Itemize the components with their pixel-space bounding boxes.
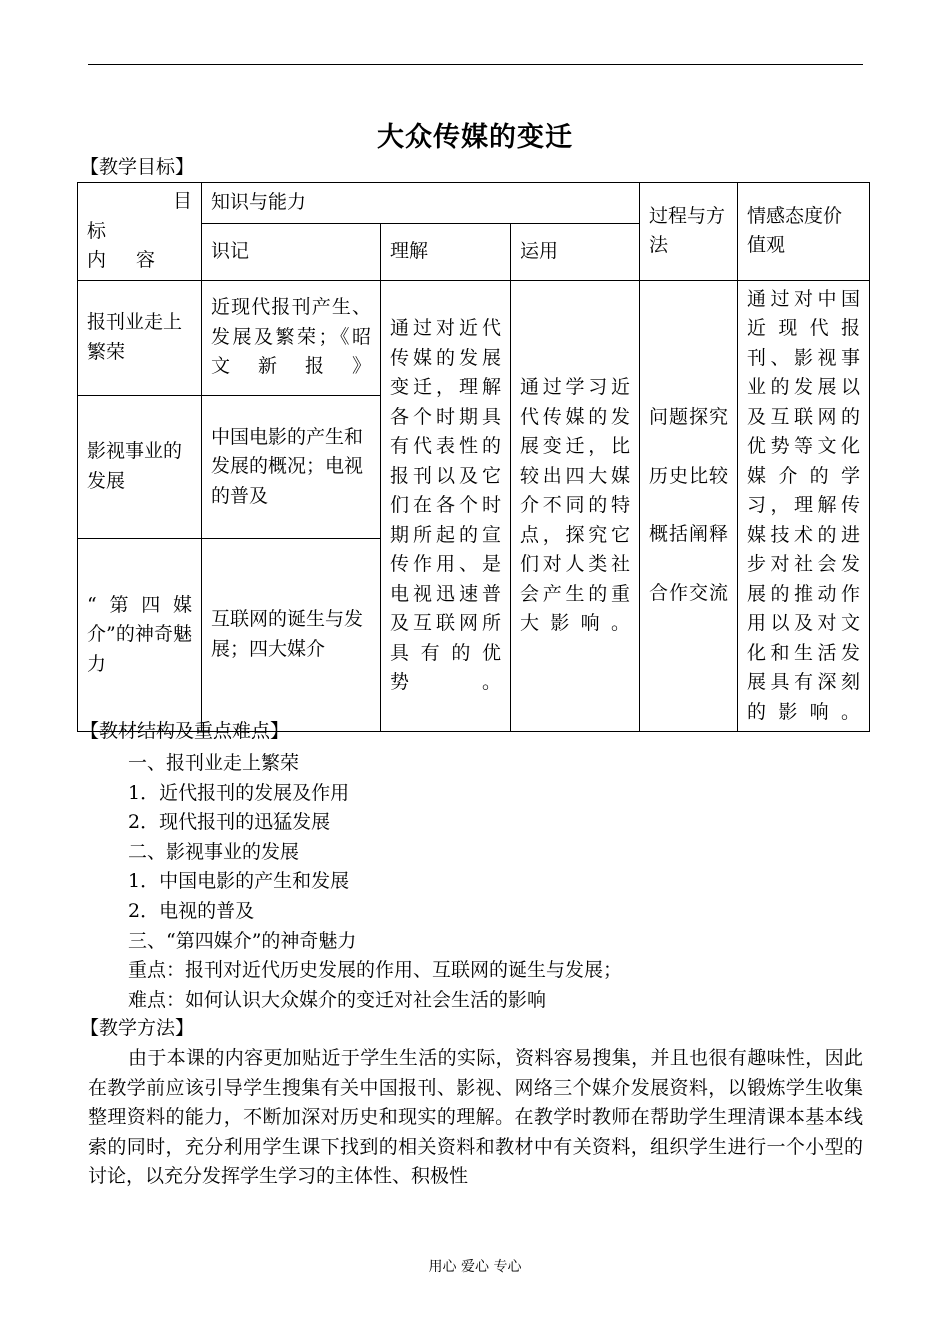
- header-apply: 运用: [511, 224, 640, 280]
- method-item: 合作交流: [649, 581, 729, 604]
- row-recall-newspaper: 近现代报刊产生、发展及繁荣；《昭文新报》: [202, 280, 381, 395]
- header-knowledge-ability: 知识与能力: [202, 183, 640, 224]
- row-recall-fourth-media: 互联网的诞生与发展；四大媒介: [202, 538, 381, 731]
- outline-item: 2．电视的普及: [128, 899, 255, 922]
- outline-list: [128, 748, 622, 1014]
- header-recall: 识记: [202, 224, 381, 280]
- row-topic-newspaper: 报刊业走上繁荣: [78, 280, 202, 395]
- apply-cell: 通过学习近代传媒的发展变迁，比较出四大媒介不同的特点，探究它们对人类社会产生的重大影响。: [511, 280, 640, 732]
- method-item: 概括阐释: [649, 523, 729, 546]
- corner-label-mark: 标: [87, 219, 107, 242]
- method-item: 历史比较: [649, 464, 729, 487]
- methods-cell: [640, 280, 738, 732]
- row-recall-film-tv: 中国电影的产生和发展的概况；电视的普及: [202, 395, 381, 538]
- outline-item: 1．近代报刊的发展及作用: [128, 781, 350, 804]
- header-emotion-values: 情感态度价值观: [738, 183, 870, 281]
- header-understand: 理解: [381, 224, 511, 280]
- corner-label-content: 内容: [87, 249, 186, 271]
- header-process-method: 过程与方法: [640, 183, 738, 281]
- outline-item: 2．现代报刊的迅猛发展: [128, 811, 331, 834]
- understand-cell: 通过对近代传媒的发展变迁，理解各个时期具有代表性的报刊以及它们在各个时期所起的宣传作用、是电视迅速普及互联网所具有的优势。: [381, 280, 511, 732]
- method-item: 问题探究: [649, 406, 729, 429]
- document-title: 大众传媒的变迁: [377, 122, 573, 153]
- outline-item: 1．中国电影的产生和发展: [128, 870, 350, 893]
- row-topic-film-tv: 影视事业的发展: [78, 395, 202, 538]
- section-heading-structure: 【教材结构及重点难点】: [80, 720, 290, 742]
- table-corner-cell: [78, 183, 202, 281]
- header-rule: [88, 64, 863, 65]
- difficult-point: 难点：如何认识大众媒介的变迁对社会生活的影响: [128, 988, 547, 1011]
- method-paragraph: 由于本课的内容更加贴近于学生生活的实际，资料容易搜集，并且也很有趣味性，因此在教学前应该引导学生搜集有关中国报刊、影视、网络三个媒介发展资料，以锻炼学生收集整理资料的能力，不断加深对历史和现实的理解。在教学时教师在帮助学生理清课本基本线索的同时，充分利用学生课下找到的相关资料和教材中有关资料，组织学生进行一个小型的讨论，以充分发挥学生学习的主体性、积极性: [88, 1047, 863, 1188]
- section-heading-objectives: 【教学目标】: [80, 156, 195, 178]
- row-topic-fourth-media: “第四媒介”的神奇魅力: [78, 538, 202, 731]
- outline-item: 三、“第四媒介”的神奇魅力: [128, 929, 357, 952]
- corner-label-goal: 目: [172, 190, 192, 212]
- section-heading-method: 【教学方法】: [80, 1017, 195, 1039]
- emotion-cell: 通过对中国近现代报刊、影视事业的发展以及互联网的优势等文化媒介的学习，理解传媒技术的进步对社会发展的推动作用以及对文化和生活发展具有深刻的影响。: [738, 280, 870, 732]
- page-footer: 用心 爱心 专心: [428, 1259, 522, 1275]
- objectives-table: [77, 182, 870, 732]
- key-point: 重点：报刊对近代历史发展的作用、互联网的诞生与发展；: [128, 959, 623, 982]
- outline-item: 二、影视事业的发展: [128, 840, 300, 863]
- outline-item: 一、报刊业走上繁荣: [128, 752, 300, 774]
